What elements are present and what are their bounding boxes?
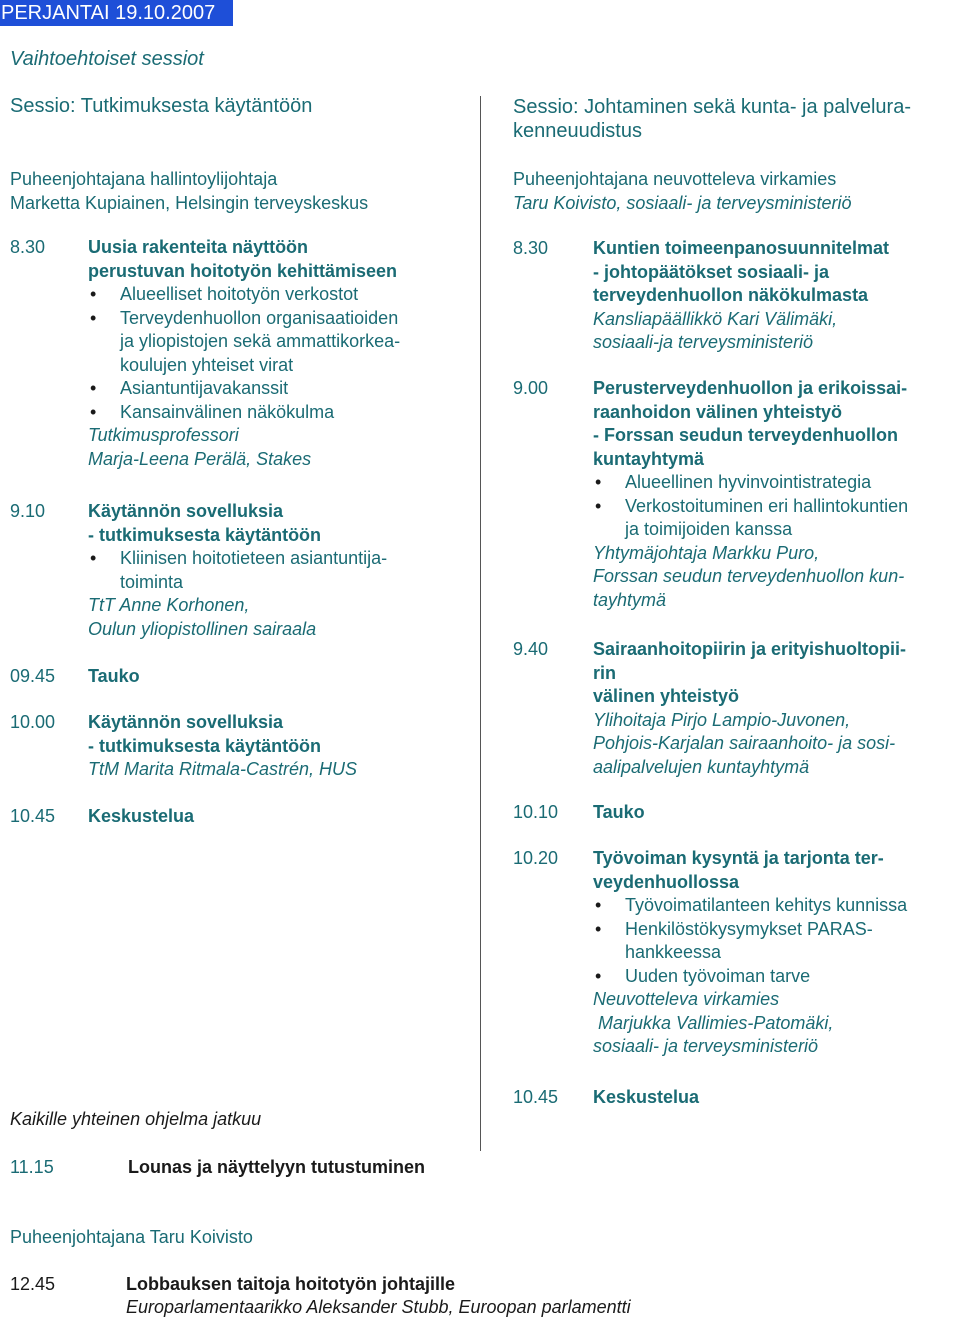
column-divider: [480, 96, 481, 1151]
bullet-list: [593, 471, 953, 542]
item-time: 9.40: [513, 639, 549, 659]
right-chair: [513, 167, 851, 215]
item-speaker: Yhtymäjohtaja Markku Puro,: [593, 542, 820, 563]
bullet-line: ja toimijoiden kanssa: [625, 519, 793, 539]
item-speaker: Marja-Leena Perälä, Stakes: [88, 448, 312, 469]
item-time: 10.45: [10, 806, 56, 826]
item-speaker: Neuvotteleva virkamies: [593, 989, 780, 1009]
item-speaker: Tutkimusprofessori: [88, 425, 239, 445]
bullet-line: hankkeessa: [625, 942, 722, 962]
bullet-line: • Verkostoituminen eri hallintokuntien: [625, 495, 909, 516]
item-title: Keskustelua: [88, 806, 195, 826]
item-body: [593, 237, 953, 355]
item-time: 09.45: [10, 666, 56, 686]
item-time: 8.30: [10, 237, 46, 257]
item-time: 9.00: [513, 378, 549, 398]
left-chair-line: Puheenjohtajana hallintoylijohtaja: [10, 169, 278, 189]
bullet-item: • Uuden työvoiman tarve: [593, 965, 953, 989]
common-chair: Puheenjohtajana Taru Koivisto: [10, 1227, 253, 1247]
last-item-speaker: Europarlamentaarikko Aleksander Stubb, Euroopan parlamentti: [126, 1297, 631, 1317]
bullet-line: koulujen yhteiset virat: [120, 354, 294, 375]
item-time: 8.30: [513, 238, 549, 258]
item-time: 9.10: [10, 501, 46, 521]
item-time: 10.45: [513, 1087, 559, 1107]
bullet-line: • Terveydenhuollon organisaatioiden: [120, 307, 399, 328]
bullet-line: toiminta: [120, 571, 184, 592]
bullet-list: [88, 283, 468, 424]
item-speaker: tayhtymä: [593, 589, 667, 610]
bullet-item: • Alueellinen hyvinvointistrategia: [593, 471, 953, 495]
item-speaker: Forssan seudun terveydenhuollon kun-: [593, 566, 905, 586]
item-title: - johtopäätökset sosiaali- ja: [593, 261, 830, 282]
bullet-item: [593, 495, 953, 542]
item-title: - tutkimuksesta käytäntöön: [88, 524, 322, 545]
right-chair-line: Taru Koivisto, sosiaali- ja terveysministeriö: [513, 193, 852, 213]
item-body: [88, 665, 468, 689]
last-item-time: 12.45: [10, 1274, 56, 1294]
item-body: [593, 847, 953, 1059]
bullet-line: • Kliinisen hoitotieteen asiantuntija-: [120, 548, 388, 568]
item-title: - tutkimuksesta käytäntöön: [88, 735, 322, 756]
bullet-item: • Työvoimatilanteen kehitys kunnissa: [593, 894, 953, 918]
right-session-title-line: Sessio: Johtaminen sekä kunta- ja palvelura-: [513, 96, 911, 118]
item-title: - Forssan seudun terveydenhuollon: [593, 425, 899, 445]
item-time: 10.10: [513, 802, 559, 822]
bullet-item: • Kansainvälinen näkökulma: [88, 401, 468, 425]
item-speaker: Kansliapäällikkö Kari Välimäki,: [593, 308, 838, 329]
item-speaker: TtM Marita Ritmala-Castrén, HUS: [88, 759, 358, 779]
bullet-item: [88, 307, 468, 378]
item-body: [88, 805, 468, 829]
item-title: Työvoiman kysyntä ja tarjonta ter-: [593, 848, 884, 868]
item-time: 10.00: [10, 712, 56, 732]
item-body: [593, 377, 953, 612]
item-title: rin: [593, 662, 617, 683]
right-chair-line: Puheenjohtajana neuvotteleva virkamies: [513, 169, 837, 189]
bullet-item: [593, 918, 953, 965]
date-header: PERJANTAI 19.10.2007: [0, 0, 233, 26]
left-chair: [10, 167, 368, 215]
item-speaker: sosiaali-ja terveysministeriö: [593, 332, 814, 352]
left-chair-line: Marketta Kupiainen, Helsingin terveyskeskus: [10, 193, 369, 213]
lunch-title: Lounas ja näyttelyyn tutustuminen: [128, 1157, 426, 1177]
item-title: välinen yhteistyö: [593, 686, 740, 706]
bullet-item: • Alueelliset hoitotyön verkostot: [88, 283, 468, 307]
item-title: Käytännön sovelluksia: [88, 501, 284, 521]
item-title: Perusterveydenhuollon ja erikoissai-: [593, 378, 908, 398]
item-time: 10.20: [513, 848, 559, 868]
last-item-title: Lobbauksen taitoja hoitotyön johtajille: [126, 1274, 456, 1294]
item-body: [88, 236, 468, 471]
bullet-list: [593, 894, 953, 988]
bullet-list: [88, 547, 468, 594]
bullet-line: • Henkilöstökysymykset PARAS-: [625, 918, 873, 939]
item-title: perustuvan hoitotyön kehittämiseen: [88, 260, 398, 281]
item-speaker: Pohjois-Karjalan sairaanhoito- ja sosi-: [593, 733, 896, 753]
common-program-heading: Kaikille yhteinen ohjelma jatkuu: [10, 1109, 262, 1129]
item-speaker: TtT Anne Korhonen,: [88, 595, 250, 615]
item-body: [88, 711, 468, 782]
item-speaker: Oulun yliopistollinen sairaala: [88, 618, 317, 639]
item-title: Kuntien toimeenpanosuunnitelmat: [593, 238, 890, 258]
item-title: Tauko: [88, 666, 140, 686]
item-body: [593, 638, 953, 779]
item-speaker: Ylihoitaja Pirjo Lampio-Juvonen,: [593, 709, 851, 730]
item-title: Uusia rakenteita näyttöön: [88, 237, 309, 257]
bullet-item: [88, 547, 468, 594]
item-body: [593, 801, 953, 825]
bullet-item: • Asiantuntijavakanssit: [88, 377, 468, 401]
item-speaker: Marjukka Vallimies-Patomäki,: [593, 1012, 834, 1033]
item-title: kuntayhtymä: [593, 448, 705, 469]
right-session-title-line: kenneuudistus: [513, 120, 642, 142]
bullet-line: ja yliopistojen sekä ammattikorkea-: [120, 331, 401, 351]
page-subtitle: Vaihtoehtoiset sessiot: [10, 48, 204, 70]
item-title: Sairaanhoitopiirin ja erityishuoltopii-: [593, 639, 907, 659]
item-title: Tauko: [593, 802, 645, 822]
item-body: [593, 1086, 953, 1110]
item-speaker: sosiaali- ja terveysministeriö: [593, 1036, 819, 1056]
item-title: Keskustelua: [593, 1087, 700, 1107]
item-title: veydenhuollossa: [593, 871, 740, 892]
item-title: Käytännön sovelluksia: [88, 712, 284, 732]
item-body: [88, 500, 468, 641]
item-title: raanhoidon välinen yhteistyö: [593, 401, 843, 422]
right-session-title: [513, 95, 953, 143]
item-speaker: aalipalvelujen kuntayhtymä: [593, 756, 810, 777]
left-session-title: Sessio: Tutkimuksesta käytäntöön: [10, 95, 313, 117]
item-title: terveydenhuollon näkökulmasta: [593, 285, 869, 305]
lunch-time: 11.15: [10, 1157, 54, 1177]
